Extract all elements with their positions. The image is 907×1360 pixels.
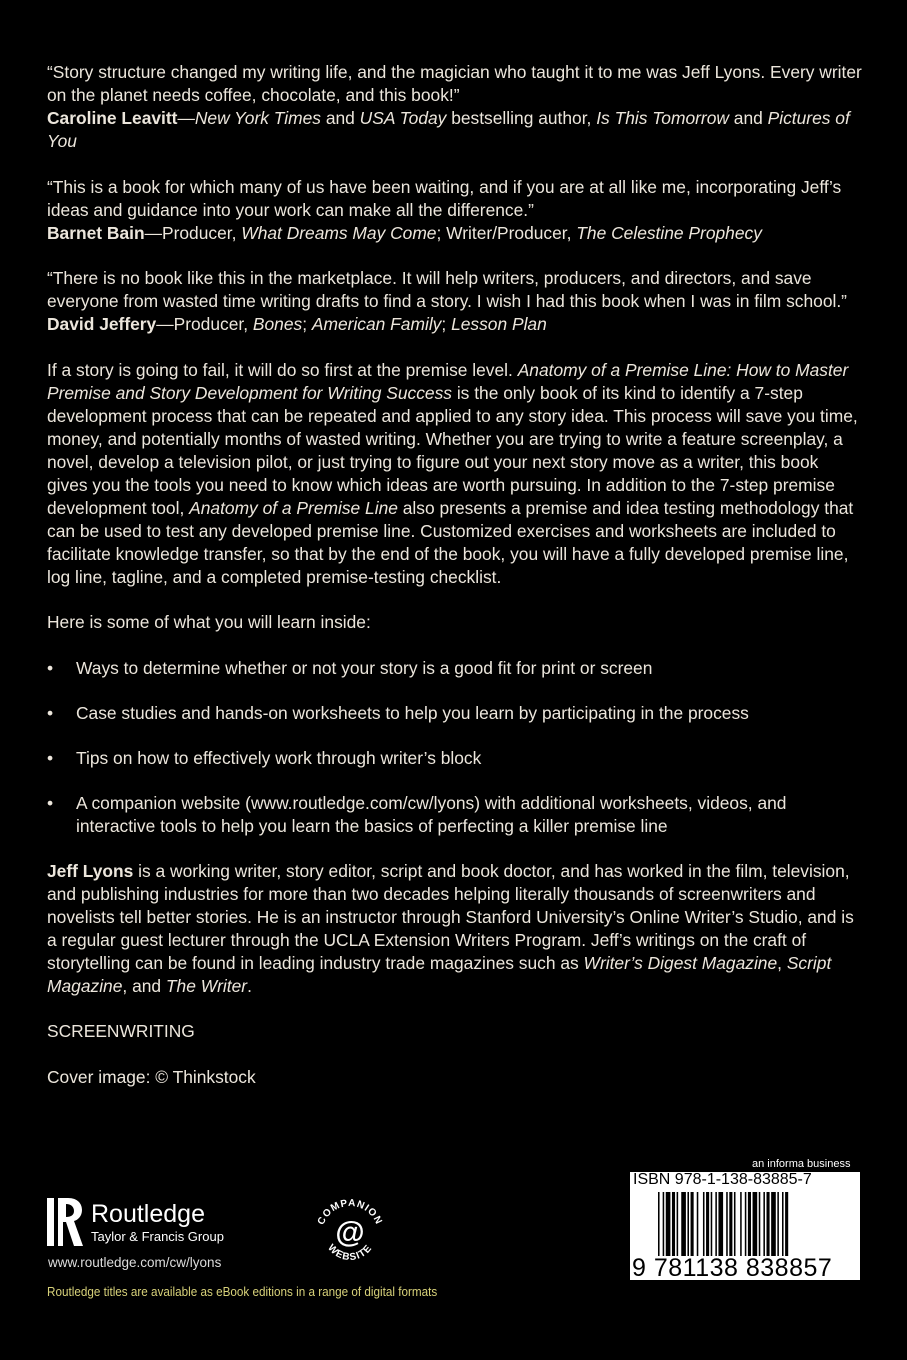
- barcode-bar: [726, 1192, 728, 1256]
- bold-text: David Jeffery: [47, 314, 157, 334]
- italic-text: Lesson Plan: [451, 314, 547, 334]
- text-run: .: [247, 975, 252, 996]
- barcode-bar: [782, 1192, 784, 1256]
- learn-item: • Case studies and hands-on worksheets to help you learn by participating in the process: [47, 702, 862, 725]
- barcode-bar: [687, 1192, 689, 1256]
- barcode-bar: [663, 1192, 665, 1256]
- isbn-barcode: [630, 1172, 860, 1280]
- text-run: “There is no book like this in the marketplace. It will help writers, producers, and directors, and save everyone from wasted time writing drafts to find a story. I wish I had this book when I was in film school.”: [47, 268, 847, 311]
- text-run: is a working writer, story editor, script and book doctor, and has worked in the film, television, and publishing industries for more than two decades helping literally thousands of screenwriters and novelists tell better stories. He is an instructor through Stanford University’s Online Writer’s Studio, and is a regular guest lecturer through the UCLA Extension Writers Program. Jeff’s writings on the craft of storytelling can be found in leading industry trade magazines such as: [47, 860, 854, 973]
- barcode-bar: [706, 1192, 709, 1256]
- barcode-bar: [711, 1192, 713, 1256]
- italic-text: Is This Tomorrow: [596, 108, 729, 128]
- italic-text: The Celestine Prophecy: [576, 222, 762, 243]
- italic-text: The Writer: [165, 975, 248, 996]
- learn-intro: Here is some of what you will learn inside:: [47, 612, 371, 632]
- italic-text: Script Magazine: [47, 952, 832, 996]
- italic-text: American Family: [311, 314, 442, 334]
- text-run: —: [177, 108, 195, 128]
- cover-credit: Cover image: © Thinkstock: [47, 1066, 256, 1087]
- barcode-bar: [715, 1192, 717, 1256]
- text-run: —Producer,: [156, 314, 253, 334]
- text-run: bestselling author,: [446, 108, 597, 128]
- italic-text: What Dreams May Come: [241, 222, 437, 243]
- text-run: ,: [777, 952, 787, 973]
- barcode-bar: [718, 1192, 723, 1256]
- barcode-bar: [691, 1192, 694, 1256]
- text-run: , and: [122, 975, 166, 996]
- barcode-bar: [734, 1192, 736, 1256]
- text-run: and: [728, 108, 768, 128]
- barcode-bar: [672, 1192, 675, 1256]
- barcode-bar: [771, 1192, 776, 1256]
- blurb-1: [47, 61, 862, 153]
- italic-text: Bones: [252, 314, 303, 334]
- italic-text: New York Times: [194, 108, 321, 128]
- barcode-digits: 9 781138 838857: [632, 1254, 833, 1282]
- blurb-3: [47, 267, 862, 336]
- italic-text: Writer’s Digest Magazine: [583, 952, 778, 973]
- routledge-r-icon: [47, 1196, 83, 1248]
- bold-text: Barnet Bain: [47, 222, 145, 243]
- barcode-bar: [697, 1192, 699, 1256]
- back-cover-text: [47, 61, 862, 1111]
- learn-item: • Ways to determine whether or not your story is a good fit for print or screen: [47, 657, 862, 680]
- text-run: ;: [302, 314, 312, 334]
- isbn-text: ISBN 978-1-138-83885-7: [633, 1171, 812, 1188]
- category: SCREENWRITING: [47, 1021, 195, 1041]
- bold-text: Caroline Leavitt: [47, 108, 178, 128]
- bold-text: Jeff Lyons: [47, 860, 134, 881]
- barcode-bar: [745, 1192, 747, 1256]
- barcode-bar: [677, 1192, 679, 1256]
- text-run: also presents a premise and idea testing methodology that can be used to test any developed premise line. Customized exercises and worksheets are included to facilitate knowledge transfer, so that by the end of the book, you will have a fully developed premise line, log line, tagline, and a completed premise-testing checklist.: [47, 497, 854, 587]
- at-sign-icon: @: [335, 1216, 365, 1249]
- barcode-bar: [740, 1192, 742, 1256]
- routledge-logo: [47, 1196, 224, 1248]
- barcode-bar: [759, 1192, 761, 1256]
- text-run: ;: [441, 314, 452, 334]
- barcode-bar: [658, 1192, 660, 1256]
- barcode-bar: [785, 1192, 788, 1256]
- text-run: If a story is going to fail, it will do so first at the premise level.: [47, 359, 518, 380]
- publisher-group: Taylor & Francis Group: [91, 1228, 224, 1244]
- text-run: “Story structure changed my writing life, and the magician who taught it to me was Jeff Lyons. Every writer on the planet needs coffee, chocolate, and this book!”: [47, 62, 862, 105]
- companion-website-badge: [310, 1192, 390, 1272]
- text-run: —Producer,: [144, 222, 242, 243]
- learn-item: • A companion website (www.routledge.com/cw/lyons) with additional worksheets, videos, and interactive tools to help you learn the basics of perfecting a killer premise line: [47, 792, 862, 838]
- italic-text: Pictures of You: [47, 108, 850, 151]
- italic-text: USA Today: [359, 108, 447, 128]
- italic-text: Anatomy of a Premise Line: How to Master Premise and Story Development for Writing Success: [47, 359, 849, 403]
- barcode-bar: [729, 1192, 732, 1256]
- barcode-bar: [681, 1192, 686, 1256]
- text-run: is the only book of its kind to identify a 7-step development process that can be repeated and applied to any story idea. This process will save you time, money, and potentially months of wasted writing. Whether you are trying to write a feature screenplay, a novel, develop a television pilot, or just trying to figure out your next story move as a writer, this book gives you the tools you need to know which ideas are worth pursuing. In addition to the 7-step premise development tool,: [47, 382, 858, 518]
- barcode-bar: [763, 1192, 765, 1256]
- barcode-bar: [666, 1192, 671, 1256]
- barcode-bar: [767, 1192, 770, 1256]
- barcode-bar: [703, 1192, 705, 1256]
- text-run: and: [320, 108, 360, 128]
- blurb-2: [47, 176, 862, 245]
- publisher-name: Routledge: [91, 1199, 205, 1228]
- barcode-bar: [753, 1192, 758, 1256]
- description: [47, 359, 862, 589]
- text-run: ; Writer/Producer,: [436, 222, 577, 243]
- informa-tagline: an informa business: [752, 1158, 851, 1170]
- ebook-note: Routledge titles are available as eBook editions in a range of digital formats: [47, 1284, 438, 1299]
- barcode-bars: [658, 1192, 854, 1256]
- badge-bottom-text: WEBSITE: [325, 1242, 375, 1264]
- author-bio: [47, 860, 862, 998]
- text-run: “This is a book for which many of us have been waiting, and if you are at all like me, incorporating Jeff’s ideas and guidance into your work can make all the difference.”: [47, 176, 842, 220]
- learn-item: • Tips on how to effectively work through writer’s block: [47, 747, 862, 770]
- barcode-bar: [777, 1192, 779, 1256]
- italic-text: Anatomy of a Premise Line: [189, 497, 398, 518]
- learn-list: [47, 657, 862, 838]
- badge-top-text: COMPANION: [315, 1197, 385, 1227]
- companion-url[interactable]: www.routledge.com/cw/lyons: [48, 1255, 222, 1270]
- barcode-bar: [748, 1192, 751, 1256]
